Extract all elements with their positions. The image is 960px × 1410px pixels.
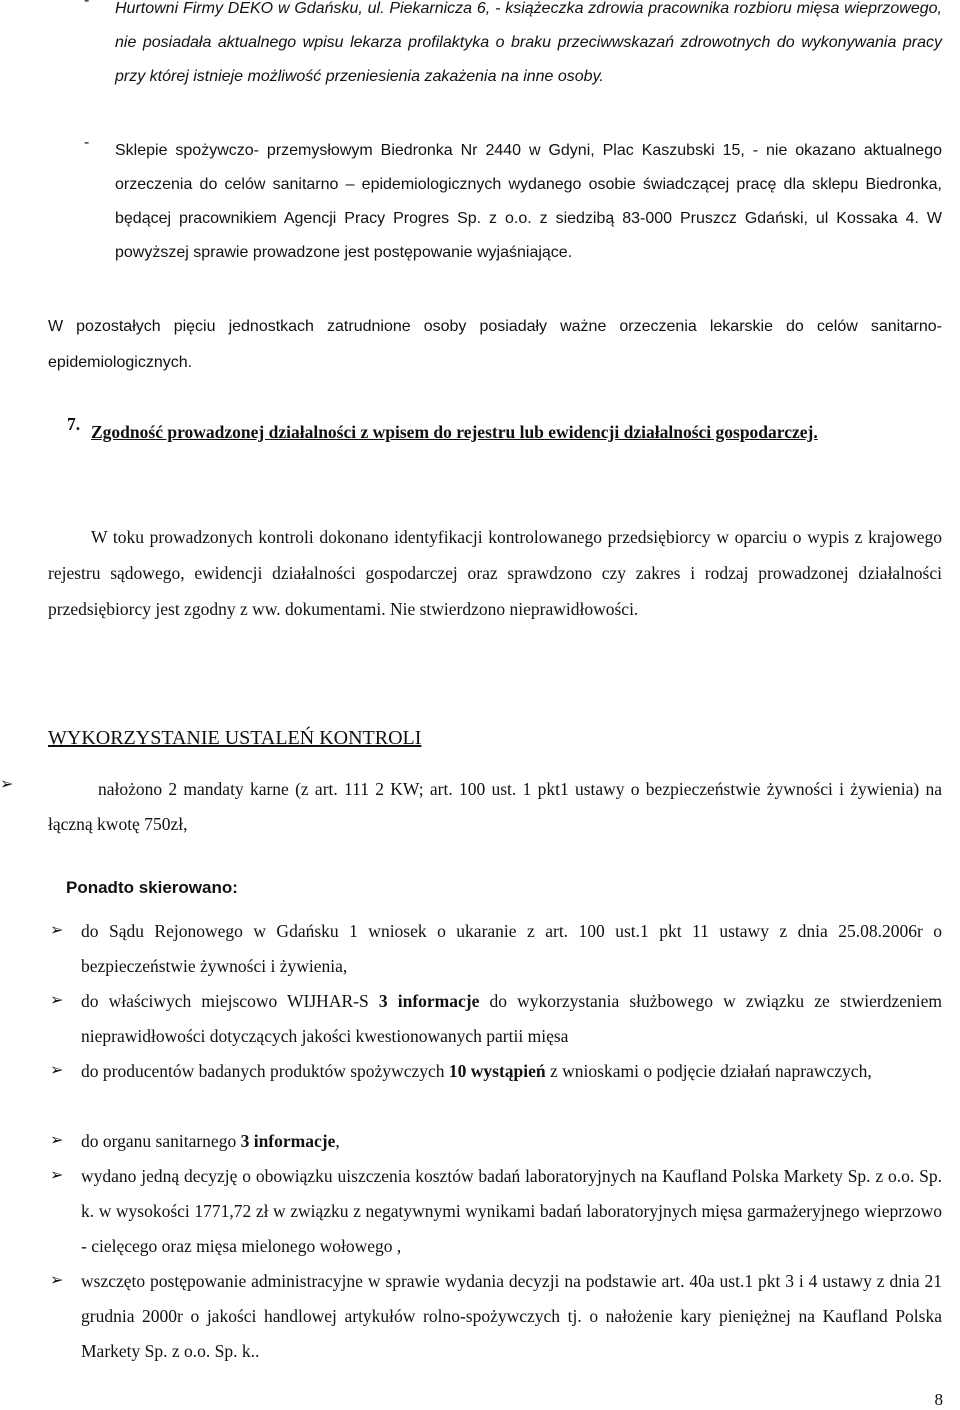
mandates-item: nałożono 2 mandaty karne (z art. 111 2 KW; art. 100 ust. 1 pkt1 ustawy o bezpieczeństwie żywności i żywienia) na łączną kwotę 750zł, — [48, 779, 942, 834]
bullet-item: wydano jedną decyzję o obowiązku uiszczenia kosztów badań laboratoryjnych na Kaufland Polska Markety Sp. z o.o. Sp. k. w wysokości 1771,72 zł w związku z negatywnymi wynikami badań laboratoryjnych mięsa garmażeryjnego wieprzowo - cielęcego oraz mięsa mielonego wołowego , — [81, 1166, 942, 1256]
bullet-item: do właściwych miejscowo WIJHAR-S 3 informacje do wykorzystania służbowego w związku ze stwierdzeniem nieprawidłowości dotyczących jakości kwestionowanych partii mięsa — [81, 991, 943, 1046]
section-title: Zgodność prowadzonej działalności z wpisem do rejestru lub ewidencji działalności gospodarczej. — [91, 422, 818, 442]
section-number: 7. — [67, 414, 81, 434]
bullet-item: do Sądu Rejonowego w Gdańsku 1 wniosek o ukaranie z art. 100 ust.1 pkt 11 ustawy z dnia 25.08.2006r o bezpieczeństwie żywności i żywienia, — [81, 921, 942, 976]
arrow-bullet-icon: ➢ — [50, 1060, 64, 1079]
list-item — [48, 0, 942, 122]
arrow-bullet-icon: ➢ — [0, 774, 14, 793]
usage-heading: WYKORZYSTANIE USTALEŃ KONTROLI — [48, 727, 422, 749]
section7-paragraph: W toku prowadzonych kontroli dokonano identyfikacji kontrolowanego przedsiębiorcy w oparciu o wypis z krajowego rejestru sądowego, ewidencji działalności gospodarczej oraz sprawdzono czy zakres i rodzaj prowadzonej działalności przedsiębiorcy jest zgodny z ww. dokumentami. Nie stwierdzono nieprawidłowości. — [48, 527, 942, 619]
bullet-item: do producentów badanych produktów spożywczych 10 wystąpień z wnioskami o podjęcie działań naprawczych, — [81, 1061, 872, 1081]
ponadto-label: Ponadto skierowano: — [66, 878, 238, 897]
arrow-bullet-icon: ➢ — [50, 990, 64, 1009]
arrow-bullet-icon: ➢ — [50, 1130, 64, 1149]
arrow-bullet-icon: ➢ — [50, 1270, 64, 1289]
page-number: 8 — [934, 1390, 943, 1409]
list-item — [48, 134, 942, 304]
bullet-item: wszczęto postępowanie administracyjne w sprawie wydania decyzji na podstawie art. 40a ust.1 pkt 3 i 4 ustawy z dnia 21 grudnia 2000r o jakości handlowej artykułów rolno-spożywczych tj. o nałożenie kary pieniężnej na Kaufland Polska Markety Sp. z o.o. Sp. k.. — [81, 1271, 942, 1361]
remaining-units-paragraph: W pozostałych pięciu jednostkach zatrudnione osoby posiadały ważne orzeczenia lekarskie do celów sanitarno-epidemiologicznych. — [48, 318, 942, 371]
bullet-item: do organu sanitarnego 3 informacje, — [81, 1131, 340, 1151]
list-dash: - — [84, 0, 90, 9]
arrow-bullet-icon: ➢ — [50, 1165, 64, 1184]
list-item-text: Hurtowni Firmy DEKO w Gdańsku, ul. Piekarnicza 6, - książeczka zdrowia pracownika rozbioru mięsa wieprzowego, nie posiadała aktualnego wpisu lekarza profilaktyka o braku przeciwwskazań zdrowotnych do wykonywania pracy przy której istnieje możliwość przeniesienia zakażenia na inne osoby. — [115, 0, 942, 85]
list-dash: - — [84, 134, 90, 151]
arrow-bullet-icon: ➢ — [50, 920, 64, 939]
list-item-text: Sklepie spożywczo- przemysłowym Biedronka Nr 2440 w Gdyni, Plac Kaszubski 15, - nie okazano aktualnego orzeczenia do celów sanitarno – epidemiologicznych wydanego osobie świadczącej pracę dla sklepu Biedronka, będącej pracownikiem Agencji Pracy Progres Sp. z o.o. z siedzibą 83-000 Pruszcz Gdański, ul Kossaka 4. W powyższej sprawie prowadzone jest postępowanie wyjaśniające. — [115, 142, 942, 261]
